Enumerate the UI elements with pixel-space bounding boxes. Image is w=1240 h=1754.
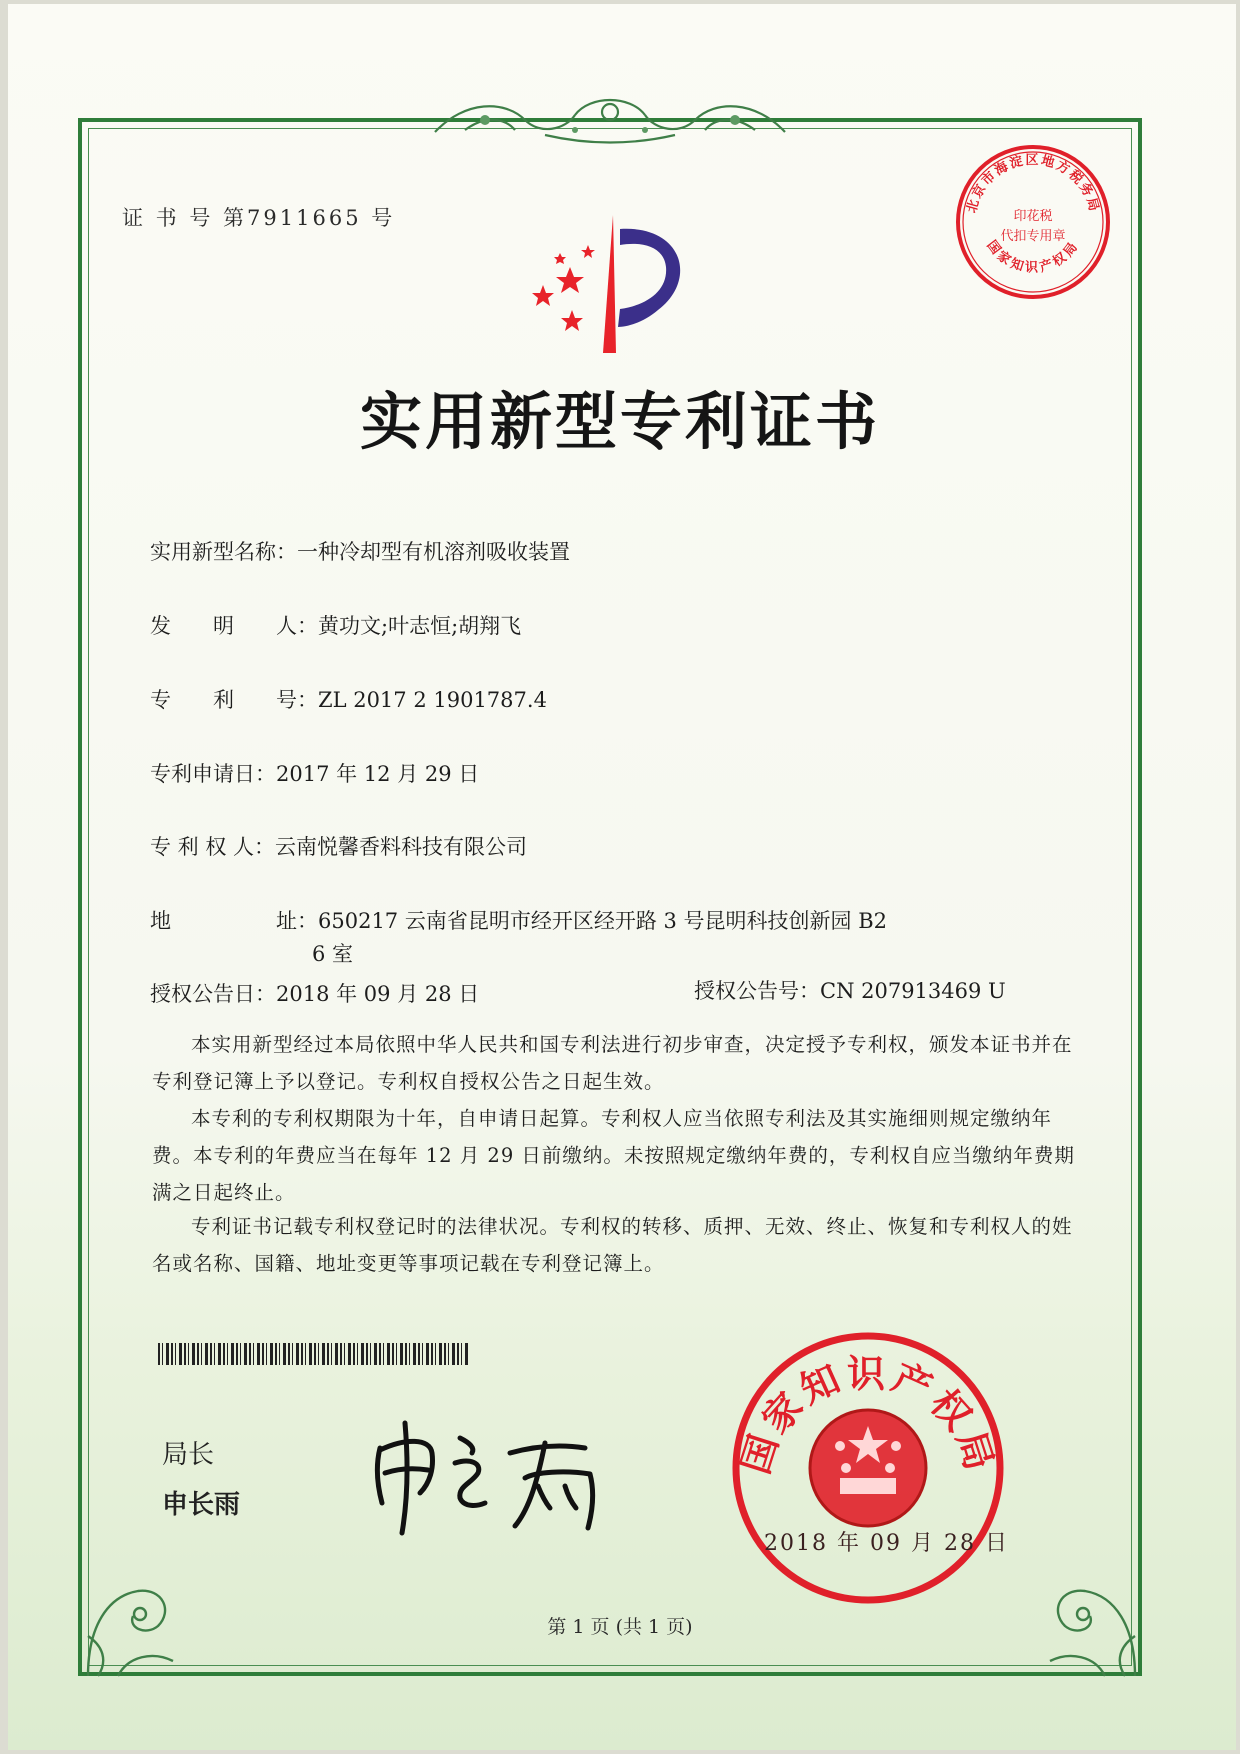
field-announcement-date	[150, 978, 479, 1008]
body-paragraph: 本实用新型经过本局依照中华人民共和国专利法进行初步审查，决定授予专利权，颁发本证书并在专利登记簿上予以登记。专利权自授权公告之日起生效。	[152, 1033, 1073, 1093]
field-patentee	[150, 831, 527, 861]
field-label: 专 利 号：	[150, 688, 318, 712]
field-utility-model-name	[150, 536, 570, 566]
field-address	[150, 905, 887, 935]
seal-date: 2018 年 09 月 28 日	[764, 1531, 1009, 1556]
official-seal	[728, 1328, 1008, 1608]
field-patent-number	[150, 684, 547, 714]
field-address-line2: 6 室	[312, 942, 354, 966]
field-label: 授权公告日：	[150, 982, 276, 1006]
page-footer: 第 1 页 (共 1 页)	[547, 1616, 693, 1638]
field-label: 实用新型名称：	[150, 540, 297, 564]
director-name: 申长雨	[162, 1490, 241, 1520]
field-label: 授权公告号：	[694, 979, 820, 1003]
certificate-number: 证 书 号 第7911665 号	[122, 206, 396, 230]
field-application-date	[150, 758, 479, 788]
field-value: ZL 2017 2 1901787.4	[318, 688, 547, 712]
field-label: 专 利 权 人：	[150, 835, 276, 859]
tax-stamp-bottom-text: 国家知识产权局	[983, 237, 1083, 276]
field-value: 一种冷却型有机溶剂吸收装置	[297, 540, 570, 564]
bottom-right-ornament	[1035, 1536, 1145, 1686]
field-label: 发 明 人：	[150, 614, 318, 638]
director-signature	[360, 1408, 630, 1538]
svg-text:北京市海淀区地方税务局	[965, 152, 1102, 215]
field-announcement-number	[694, 975, 1006, 1005]
body-paragraph: 本专利的专利权期限为十年，自申请日起算。专利权人应当依照专利法及其实施细则规定缴纳年费。本专利的年费应当在每年 12 月 29 日前缴纳。未按照规定缴纳年费的，专利权自应当缴纳年费期满之日起终止。	[152, 1107, 1075, 1204]
tax-stamp-center-1: 印花税	[1013, 209, 1053, 224]
tax-stamp-ring-text: 北京市海淀区地方税务局	[964, 153, 1102, 215]
tax-stamp-center-2: 代扣专用章	[1000, 229, 1066, 244]
top-ornament	[425, 90, 795, 150]
field-value: 黄功文;叶志恒;胡翔飞	[318, 614, 522, 638]
certificate-title: 实用新型专利证书	[359, 385, 880, 458]
field-inventors	[150, 610, 521, 640]
field-value: 2018 年 09 月 28 日	[276, 982, 480, 1006]
field-value: CN 207913469 U	[820, 979, 1006, 1003]
official-seal-text: 国家知识产权局	[733, 1351, 1003, 1480]
barcode	[158, 1343, 468, 1365]
tax-stamp-seal	[953, 142, 1113, 302]
field-label: 专利申请日：	[150, 762, 276, 786]
body-paragraph: 专利证书记载专利权登记时的法律状况。专利权的转移、质押、无效、终止、恢复和专利权人的姓名或名称、国籍、地址变更等事项记载在专利登记簿上。	[152, 1215, 1073, 1275]
field-label: 地 址：	[150, 909, 318, 933]
director-title: 局长	[162, 1440, 215, 1470]
bottom-left-ornament	[78, 1536, 188, 1686]
field-value: 2017 年 12 月 29 日	[276, 762, 480, 786]
field-value: 云南悦馨香料科技有限公司	[275, 835, 528, 859]
field-value: 650217 云南省昆明市经开区经开路 3 号昆明科技创新园 B2	[318, 909, 888, 933]
patent-office-logo-icon	[508, 205, 708, 355]
